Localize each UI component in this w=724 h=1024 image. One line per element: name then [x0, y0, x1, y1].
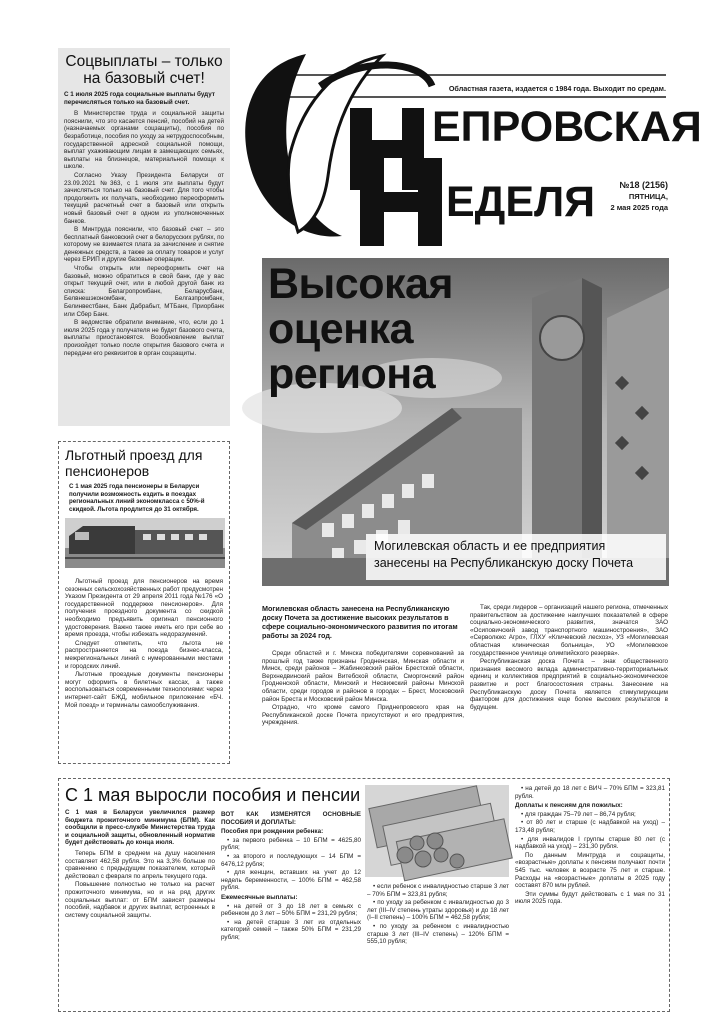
main-article-paragraph: Так, среди лидеров – организаций нашего региона, отмеченных правительством за достижение наилучших показателей в сфере социально-экономического развития, значатся ЗАО «Осиповичский завод транспортного машиностроения», ЗАО «Серволюкс Агро», ГЛХУ «Кличевский лесхоз», УЗ «Могилевская областная клиническая больница», УО «Могилевское государственное училище олимпийского резерва».: [470, 604, 668, 657]
benefits-box: [58, 778, 670, 1012]
benefit-item: • для граждан 75–79 лет – 86,74 рубля;: [521, 810, 636, 818]
benefits-subheading: Пособия при рождении ребенка:: [221, 828, 324, 836]
train-photo: [65, 518, 225, 568]
main-article-paragraph: Среди областей и г. Минска победителями соревнований за прошлый год также признаны Гродненская, Минская области и Минск, среди районов – Жабинковский район Брестской области, Верхнедвинский район Витебской области, Сморгонский район Гродненской области, Минский и Несвижский районы Минской области, среди городов и районов в городах – Брест, Московский район Бреста и Московский район Минска.: [262, 650, 464, 703]
pensioner-travel-paragraph: Следует отметить, что льгота не распространяется на поезда бизнес-класса, межрегиональных линий с нумерованными местами и городских линий.: [65, 639, 223, 670]
hero-headline-line: Высокая: [268, 260, 453, 308]
benefits-column-4: [515, 785, 665, 907]
benefits-heading: ВОТ КАК ИЗМЕНЯТСЯ ОСНОВНЫЕ ПОСОБИЯ И ДОПЛАТЫ:: [221, 811, 361, 826]
benefit-item: • за первого ребенка – 10 БПМ = 4625,80 рубля;: [221, 836, 361, 852]
benefits-subheading: Доплаты к пенсиям для пожилых:: [515, 802, 623, 810]
social-paragraph: Согласно Указу Президента Беларуси от 23.09.2021 №363, с 1 июля эти выплаты будут зачисляться только на базовый счет. Для того чтобы продолжить их получать, необходимо переоформить текущий расчетный счет в базовый или открыть новый базовый счет в одном из уполномоченных банков.: [64, 171, 224, 225]
social-payments-lead: С 1 июля 2025 года социальные выплаты будут перечисляться только на базовый счет.: [64, 91, 215, 106]
pensioner-travel-paragraph: Льготный проезд для пенсионеров на время сезонных сельскохозяйственных работ предусмотрен Указом Президента от 29 апреля 2011 года №176 «О государственной поддержке пенсионеров». Для получения проездного документа со скидкой необходимо предъявить оригинал пенсионного удостоверения. Важно также иметь его при себе во время проезда, чтобы избежать недоразумений.: [65, 578, 223, 639]
hero-caption: Могилевская область и ее предприятия занесены на Республиканскую доску Почета: [366, 534, 666, 580]
pensioner-travel-title: Льготный проезд для пенсионеров: [65, 447, 203, 479]
benefit-item: • на детей старше 3 лет из отдельных категорий семей – также 50% БПМ = 231,29 рубля;: [221, 918, 361, 941]
main-article-lead: Могилевская область занесена на Республиканскую доску Почета за достижение высоких результатов в сфере социально-экономического развития по итогам работы за 2024 год.: [262, 604, 458, 640]
benefit-item: • по уходу за ребенком с инвалидностью до 3 лет (III–IV степень утраты здоровья) и до 18 лет (I–II степень) – 100% БПМ = 462,58 рубля;: [367, 899, 509, 922]
social-paragraph: В Минтруда пояснили, что базовый счет – это бесплатный банковский счет в белорусских рублях, по которому не взимается плата за зачисление и снятие денежных средств, а также за оплату товаров и услуг через ЕРИП и другие базовые операции.: [64, 226, 224, 264]
social-payments-box: [58, 48, 230, 426]
main-article-paragraph: Республиканская доска Почета – знак общественного признания весомого вклада административно-территориальных единиц и коллективов предприятий в социально-экономическое развитие и рост благосостояния страны. Занесение на Республиканскую доску Почета является стимулирующим фактором для достижения еще более высоких результатов в будущем.: [470, 658, 668, 711]
issue-number: №18 (2156): [619, 180, 668, 190]
benefits-lead: С 1 мая в Беларуси увеличился размер бюджета прожиточного минимума (БПМ). Как сообщили в пресс-службе Министерства труда и социальной защиты, обновленный норматив будет действовать до конца июля.: [65, 809, 215, 847]
benefit-item: • от 80 лет и старше (с надбавкой на уход) – 173,48 рубля;: [515, 819, 665, 834]
issue-info: [574, 180, 668, 213]
benefit-item: • на детей от 3 до 18 лет в семьях с ребенком до 3 лет – 50% БПМ = 231,29 рубля;: [221, 902, 361, 918]
benefit-item: • за второго и последующих – 14 БПМ = 6476,12 рубля;: [221, 852, 361, 868]
benefits-subheading: Ежемесячные выплаты:: [221, 893, 298, 901]
logo-word-2: ЕДЕЛЯ: [446, 178, 596, 226]
benefits-column-2: [221, 809, 361, 943]
benefits-paragraph: Теперь БПМ в среднем на душу населения составляет 462,58 рубля. Это на 3,3% больше по сравнению с предыдущим показателем, который действовал с февраля по апрель текущего года.: [65, 849, 215, 880]
issue-day: ПЯТНИЦА,: [628, 192, 668, 201]
social-paragraph: В Министерстве труда и социальной защиты пояснили, что это касается пенсий, пособий на детей (назначаемых органами соцзащиты), пособия по безработице, пособия по уходу за нетрудоспособным, государственной адресной социальной помощи, выплат ухаживающим лицам в замещающих семьях, выплаты на близнецов, материальной помощи к школе.: [64, 110, 224, 171]
hero-headline-line: оценка: [268, 305, 414, 353]
main-article-paragraph: Отрадно, что кроме самого Приднепровского края на Республиканской доске Почета присутствуют и его предприятия, учреждения.: [262, 704, 464, 727]
pensioner-travel-paragraph: Льготные проездные документы пенсионеры могут оформить в билетных кассах, а также воспользоваться современными технологиями: через интернет-сайт БЖД, мобильное приложение «БЧ. Мой поезд» и терминалы самообслуживания.: [65, 671, 223, 709]
social-paragraph: Чтобы открыть или переоформить счет на базовый, можно обратиться в свой банк, где у вас открыт текущий счет, или в любой другой банк из списка: Белагропромбанк, Беларусбанк, Белвнешэкономбанк, Белгазпромбанк, Белинвестбанк, Банк Дабрабыт, МТБанк, Приорбанк или Сбер Банк.: [64, 265, 224, 318]
newspaper-logo: [232, 46, 702, 256]
benefit-item: • если ребенок с инвалидностью старше 3 лет – 70% БПМ = 323,81 рубля;: [367, 883, 509, 898]
benefits-column-3: [367, 883, 509, 947]
main-article-column-2: [470, 604, 668, 712]
issue-date: 2 мая 2025 года: [610, 203, 668, 212]
hero-headline: [268, 262, 453, 397]
benefits-column-1: [65, 809, 215, 920]
social-paragraph: В ведомстве обратили внимание, что, если до 1 июля 2025 года у получателя не будет базового счета, выплаты приостановятся. Возобновление выплат произойдет только после открытия базового счета и передачи его реквизитов в орган соцзащиты.: [64, 319, 224, 357]
pensioner-travel-lead: С 1 мая 2025 года пенсионеры в Беларуси получили возможность ездить в поездах региональных линий экономкласса с 50%-й скидкой. Льгота продлится до 31 октября.: [69, 483, 205, 513]
hero-headline-line: региона: [268, 350, 436, 398]
benefit-item: • для женщин, вставших на учет до 12 недель беременности, – 100% БПМ = 462,58 рубля.: [221, 869, 361, 892]
benefit-item: • для инвалидов I группы старше 80 лет (с надбавкой на уход) – 231,30 рубля.: [515, 835, 665, 851]
benefit-item: • по уходу за ребенком с инвалидностью старше 3 лет (III–IV степень) – 120% БПМ = 555,10 рубля;: [367, 922, 509, 946]
social-payments-title: Соцвыплаты – только на базовый счет!: [65, 53, 223, 87]
pensioner-travel-box: [58, 441, 230, 764]
main-article-column-1: [262, 650, 464, 728]
logo-word-1: ЕПРОВСКАЯ: [432, 103, 702, 151]
benefits-title: С 1 мая выросли пособия и пенсии: [65, 785, 361, 805]
benefits-paragraph: Повышение полностью не только на расчет прожиточного минимума, но и на ряд других социальных выплат: от БПМ зависят размеры пособий, надбавок и других выплат, встроенных в систему социальной защиты.: [65, 881, 215, 919]
banknotes-photo: [365, 785, 509, 877]
masthead-tagline: Областная газета, издается с 1984 года. Выходит по средам.: [448, 84, 666, 93]
benefits-paragraph: По данным Минтруда и соцзащиты, «возрастные» доплаты к пенсиям получают почти 545 тыс. человек в возрасте 75 лет и старше. Расходы на «возрастные» доплаты в 2025 году составят 870 млн рублей.: [515, 851, 665, 890]
benefits-paragraph: Эти суммы будут действовать с 1 мая по 31 июля 2025 года.: [515, 890, 665, 906]
benefit-item: • на детей до 18 лет с ВИЧ – 70% БПМ = 323,81 рубля.: [515, 785, 665, 800]
